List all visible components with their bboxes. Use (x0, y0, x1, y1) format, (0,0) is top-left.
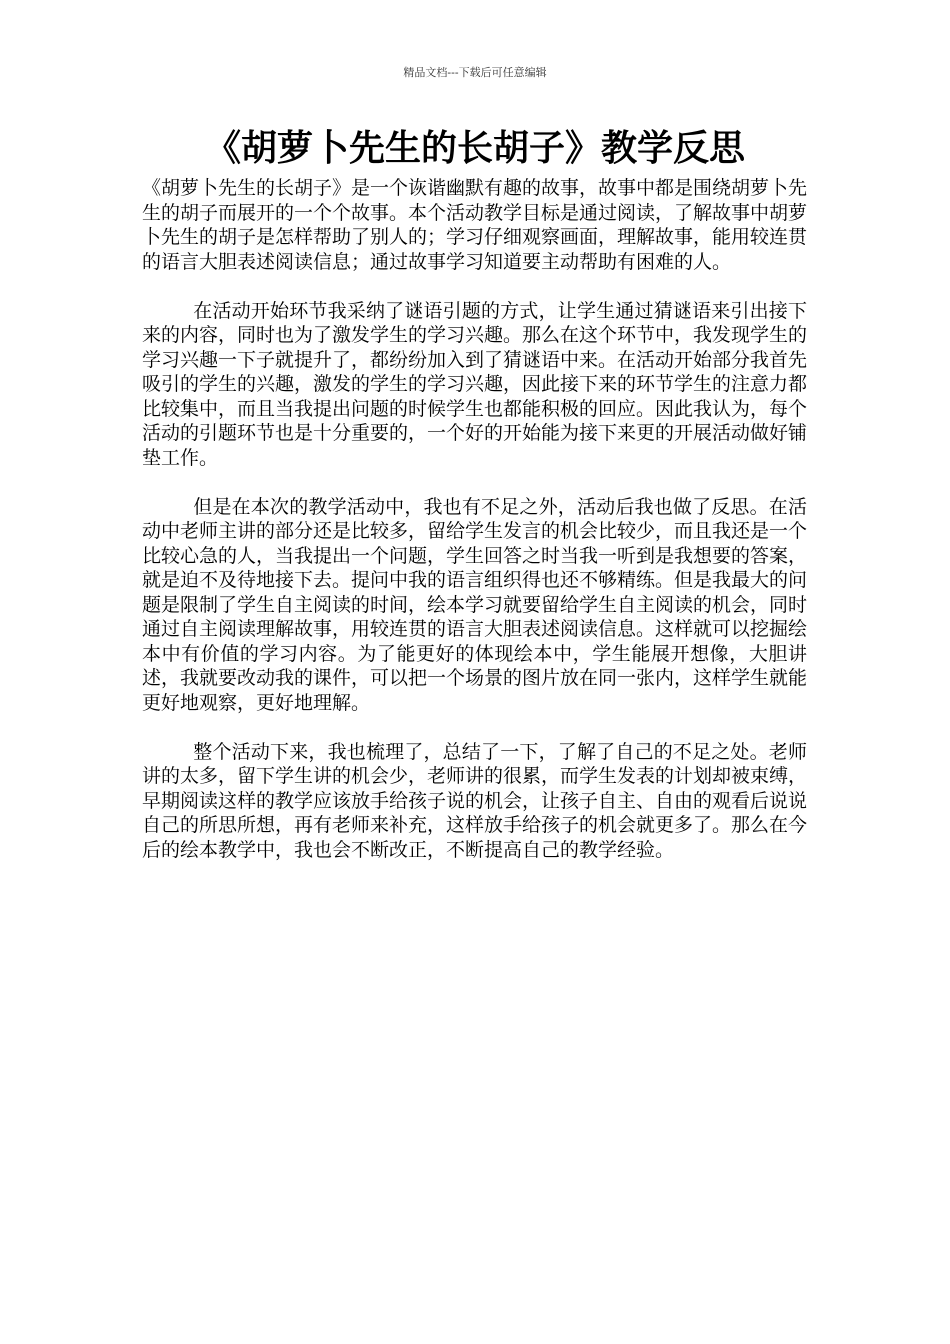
paragraph-intro: 《胡萝卜先生的长胡子》是一个诙谐幽默有趣的故事，故事中都是围绕胡萝卜先生的胡子而展开的一个个故事。本个活动教学目标是通过阅读，了解故事中胡萝卜先生的胡子是怎样帮助了别人的；学习仔细观察画面，理解故事，能用较连贯的语言大胆表述阅读信息；通过故事学习知道要主动帮助有困难的人。 (142, 177, 808, 273)
paragraph-summary: 整个活动下来，我也梳理了，总结了一下，了解了自己的不足之处。老师讲的太多，留下学生讲的机会少，老师讲的很累，而学生发表的计划却被束缚，早期阅读这样的教学应该放手给孩子说的机会，让孩子自主、自由的观看后说说自己的所思所想，再有老师来补充，这样放手给孩子的机会就更多了。那么在今后的绘本教学中，我也会不断改正，不断提高自己的教学经验。 (142, 740, 808, 861)
paragraph-opening-activity: 在活动开始环节我采纳了谜语引题的方式，让学生通过猜谜语来引出接下来的内容，同时也为了激发学生的学习兴趣。那么在这个环节中，我发现学生的学习兴趣一下子就提升了，都纷纷加入到了猜谜语中来。在活动开始部分我首先吸引的学生的兴趣，激发的学生的学习兴趣，因此接下来的环节学生的注意力都比较集中，而且当我提出问题的时候学生也都能积极的回应。因此我认为，每个活动的引题环节也是十分重要的，一个好的开始能为接下来更的开展活动做好铺垫工作。 (142, 299, 808, 469)
paragraph-shortcomings: 但是在本次的教学活动中，我也有不足之外，活动后我也做了反思。在活动中老师主讲的部分还是比较多，留给学生发言的机会比较少，而且我还是一个比较心急的人，当我提出一个问题，学生回答之时当我一听到是我想要的答案，就是迫不及待地接下去。提问中我的语言组织得也还不够精练。但是我最大的问题是限制了学生自主阅读的时间，绘本学习就要留给学生自主阅读的机会，同时通过自主阅读理解故事，用较连贯的语言大胆表述阅读信息。这样就可以挖掘绘本中有价值的学习内容。为了能更好的体现绘本中，学生能展开想像，大胆讲述，我就要改动我的课件，可以把一个场景的图片放在同一张内，这样学生就能更好地观察，更好地理解。 (142, 495, 808, 714)
document-title: 《胡萝卜先生的长胡子》教学反思 (204, 128, 745, 169)
page-header: 精品文档---下载后可任意编辑 (403, 66, 547, 79)
document-body (142, 176, 807, 862)
